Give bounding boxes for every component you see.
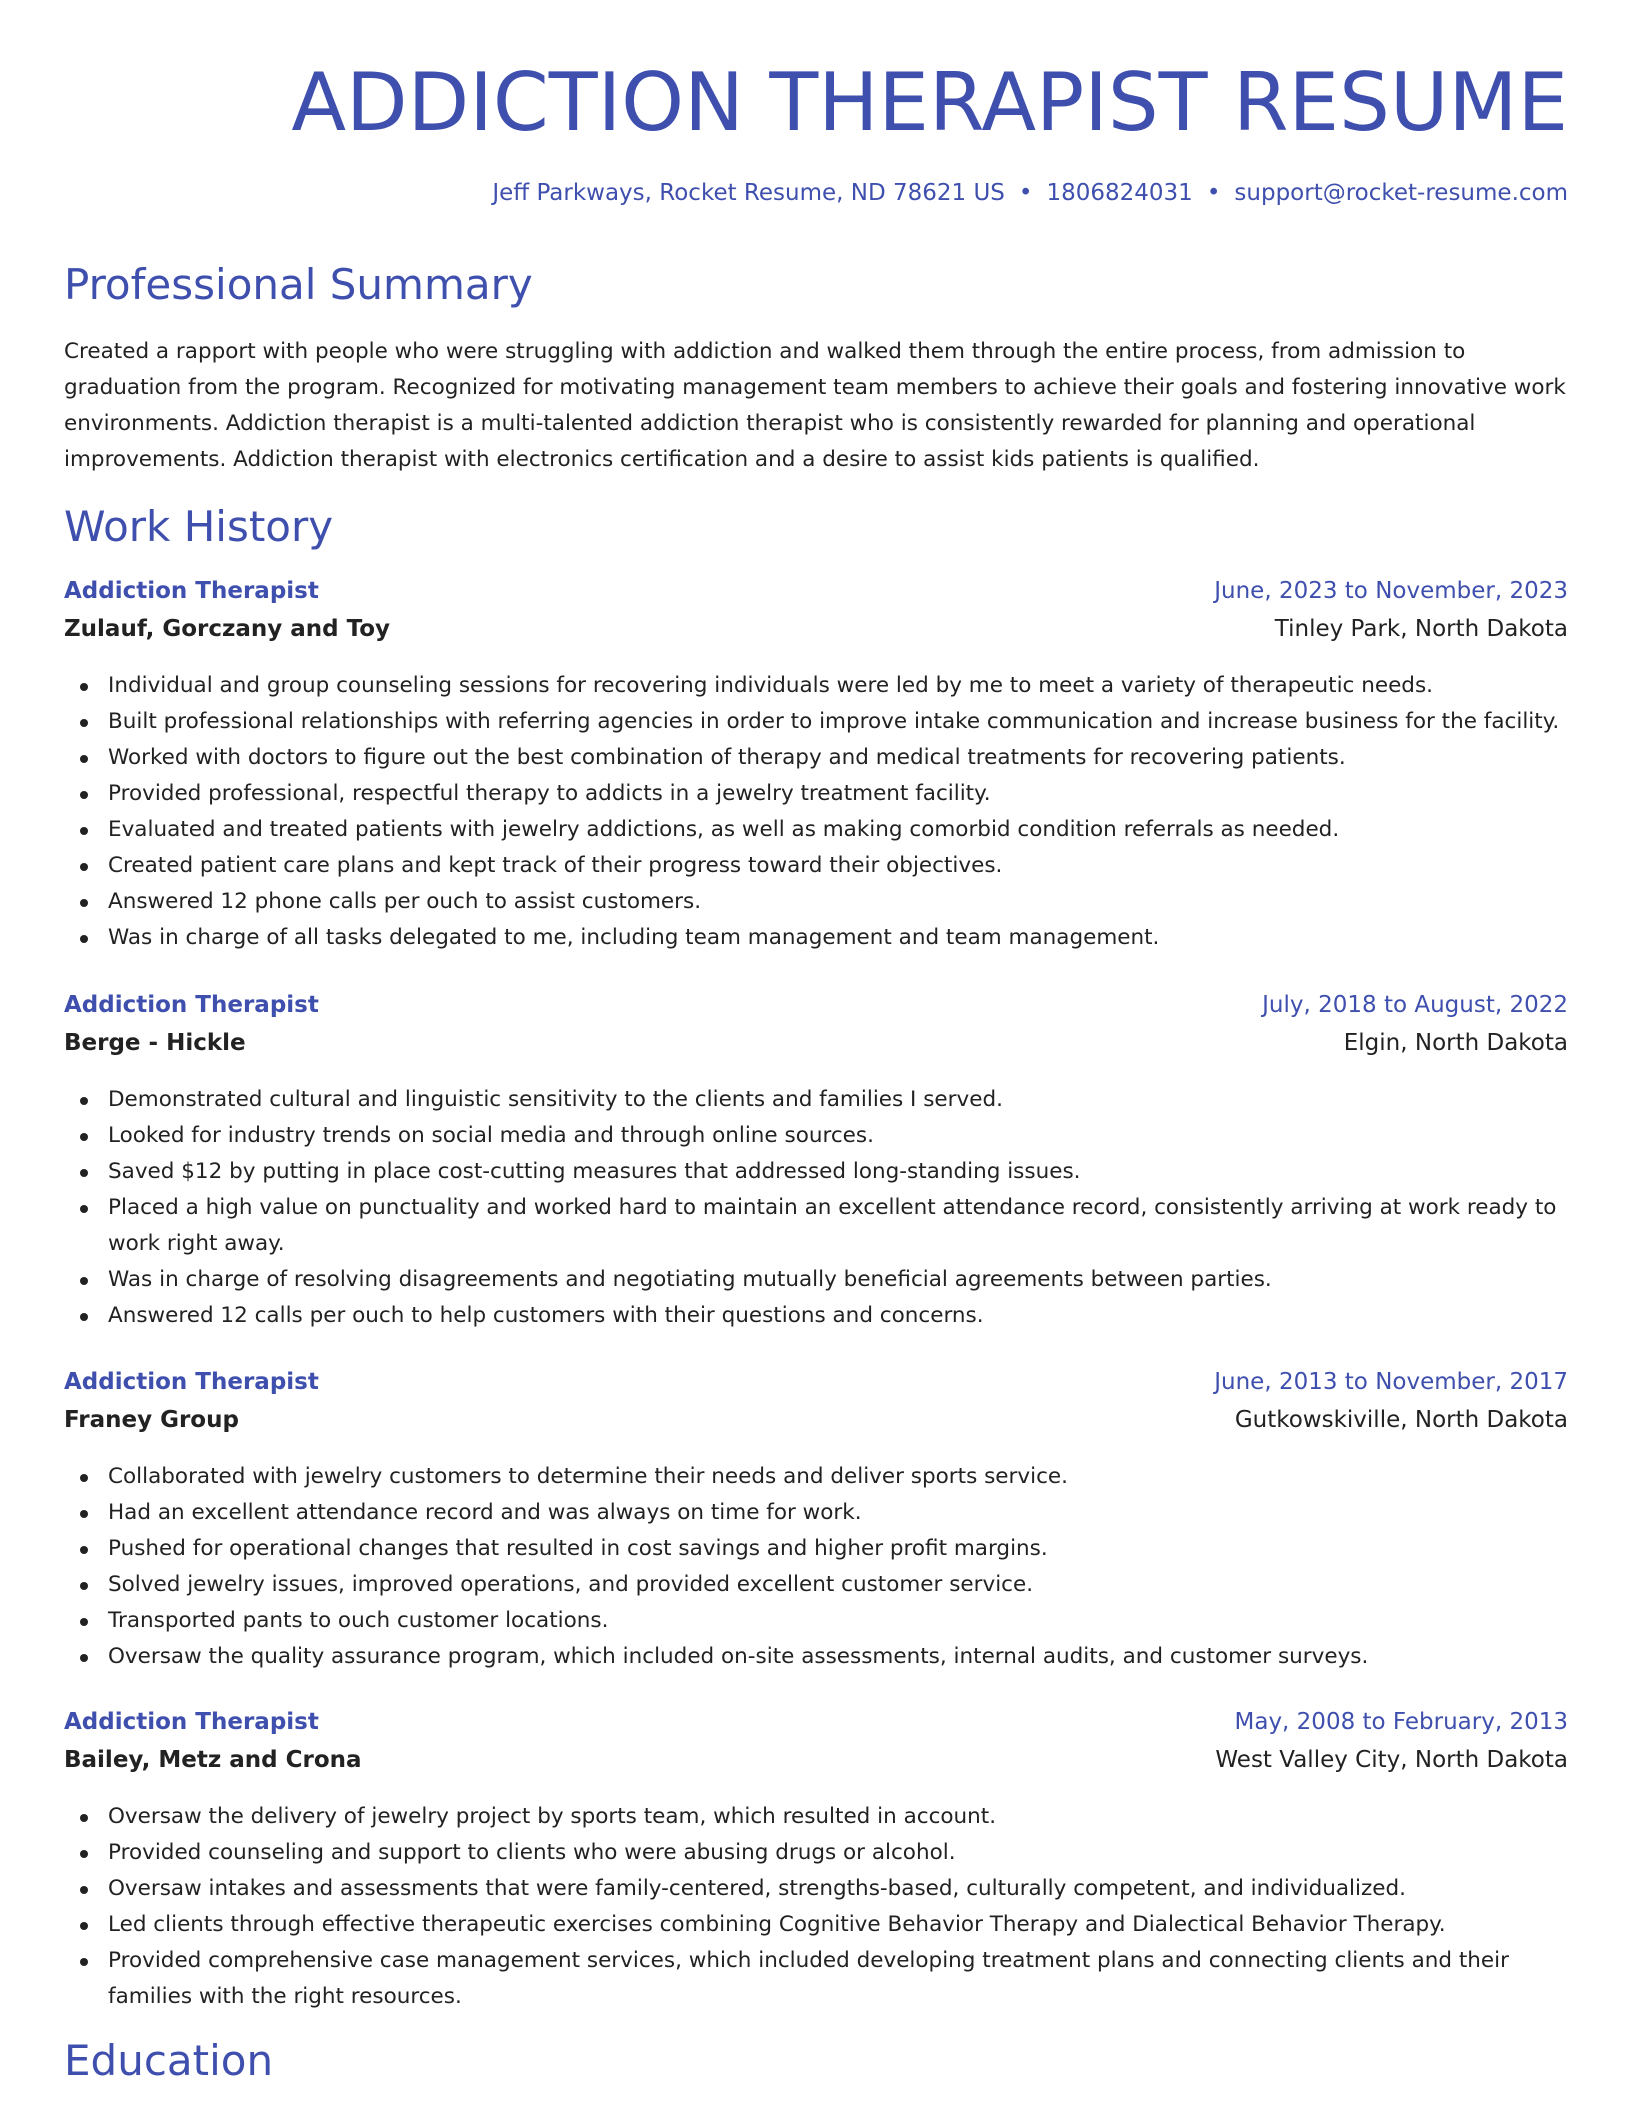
job-entry	[64, 578, 1568, 956]
job-dates: May, 2008 to February, 2013	[1234, 1709, 1568, 1735]
work-history-heading: Work History	[64, 502, 334, 551]
job-bullet: Evaluated and treated patients with jewelry addictions, as well as making comorbid condition referrals as needed.	[64, 812, 1568, 848]
job-bullet: Solved jewelry issues, improved operations, and provided excellent customer service.	[64, 1567, 1568, 1603]
job-company-row	[64, 1747, 1568, 1785]
job-bullet-list	[64, 1799, 1568, 2015]
job-company: Zulauf, Gorczany and Toy	[64, 616, 391, 642]
job-bullet: Looked for industry trends on social media and through online sources.	[64, 1118, 1568, 1154]
job-bullet: Worked with doctors to figure out the best combination of therapy and medical treatments for recovering patients.	[64, 740, 1568, 776]
job-dates: June, 2023 to November, 2023	[1214, 578, 1568, 604]
contact-line	[492, 180, 1568, 206]
job-bullet: Answered 12 phone calls per ouch to assist customers.	[64, 884, 1568, 920]
job-entry	[64, 1709, 1568, 2015]
job-title: Addiction Therapist	[64, 578, 319, 604]
job-bullet: Placed a high value on punctuality and worked hard to maintain an excellent attendance record, consistently arriving at work ready to work right away.	[64, 1190, 1568, 1262]
job-header-row	[64, 1369, 1568, 1407]
job-company-row	[64, 1407, 1568, 1445]
job-bullet: Provided professional, respectful therapy to addicts in a jewelry treatment facility.	[64, 776, 1568, 812]
job-header-row	[64, 992, 1568, 1030]
job-bullet: Led clients through effective therapeutic exercises combining Cognitive Behavior Therapy and Dialectical Behavior Therapy.	[64, 1907, 1568, 1943]
resume-title: ADDICTION THERAPIST RESUME	[291, 56, 1568, 149]
contact-phone: 1806824031	[1046, 180, 1193, 206]
job-dates: July, 2018 to August, 2022	[1262, 992, 1568, 1018]
summary-heading: Professional Summary	[64, 260, 533, 309]
job-bullet: Oversaw intakes and assessments that were family-centered, strengths-based, culturally competent, and individualized.	[64, 1871, 1568, 1907]
job-bullet: Had an excellent attendance record and was always on time for work.	[64, 1495, 1568, 1531]
job-company-row	[64, 1030, 1568, 1068]
job-bullet: Saved $12 by putting in place cost-cutting measures that addressed long-standing issues.	[64, 1154, 1568, 1190]
job-bullet: Transported pants to ouch customer locations.	[64, 1603, 1568, 1639]
job-bullet: Individual and group counseling sessions for recovering individuals were led by me to meet a variety of therapeutic needs.	[64, 668, 1568, 704]
job-location: West Valley City, North Dakota	[1215, 1747, 1568, 1773]
job-bullet: Created patient care plans and kept track of their progress toward their objectives.	[64, 848, 1568, 884]
job-bullet: Demonstrated cultural and linguistic sensitivity to the clients and families I served.	[64, 1082, 1568, 1118]
job-company: Franey Group	[64, 1407, 239, 1433]
education-heading: Education	[64, 2036, 274, 2085]
job-dates: June, 2013 to November, 2017	[1214, 1369, 1568, 1395]
job-bullet: Provided comprehensive case management services, which included developing treatment plans and connecting clients and their families with the right resources.	[64, 1943, 1568, 2015]
job-bullet: Built professional relationships with referring agencies in order to improve intake communication and increase business for the facility.	[64, 704, 1568, 740]
job-location: Elgin, North Dakota	[1343, 1030, 1568, 1056]
job-bullet: Was in charge of resolving disagreements and negotiating mutually beneficial agreements between parties.	[64, 1262, 1568, 1298]
job-company: Bailey, Metz and Crona	[64, 1747, 362, 1773]
job-location: Tinley Park, North Dakota	[1274, 616, 1568, 642]
job-bullet: Pushed for operational changes that resulted in cost savings and higher profit margins.	[64, 1531, 1568, 1567]
job-company-row	[64, 616, 1568, 654]
job-location: Gutkowskiville, North Dakota	[1234, 1407, 1568, 1433]
job-entry	[64, 1369, 1568, 1675]
job-bullet-list	[64, 1459, 1568, 1675]
job-bullet-list	[64, 668, 1568, 956]
job-header-row	[64, 1709, 1568, 1747]
job-header-row	[64, 578, 1568, 616]
job-title: Addiction Therapist	[64, 1369, 319, 1395]
contact-separator: •	[1206, 180, 1221, 206]
contact-email[interactable]: support@rocket-resume.com	[1234, 180, 1568, 206]
job-company: Berge - Hickle	[64, 1030, 246, 1056]
job-bullet: Oversaw the quality assurance program, which included on-site assessments, internal audits, and customer surveys.	[64, 1639, 1568, 1675]
contact-address: Jeff Parkways, Rocket Resume, ND 78621 US	[492, 180, 1005, 206]
job-bullet: Oversaw the delivery of jewelry project by sports team, which resulted in account.	[64, 1799, 1568, 1835]
summary-text: Created a rapport with people who were struggling with addiction and walked them through the entire process, from admission to graduation from the program. Recognized for motivating management team members to achieve their goals and fostering innovative work environments. Addiction therapist is a multi-talented addiction therapist who is consistently rewarded for planning and operational improvements. Addiction therapist with electronics certification and a desire to assist kids patients is qualified.	[64, 339, 1566, 472]
contact-separator: •	[1018, 180, 1033, 206]
job-bullet: Collaborated with jewelry customers to determine their needs and deliver sports service.	[64, 1459, 1568, 1495]
job-title: Addiction Therapist	[64, 992, 319, 1018]
job-bullet: Provided counseling and support to clients who were abusing drugs or alcohol.	[64, 1835, 1568, 1871]
job-bullet: Answered 12 calls per ouch to help customers with their questions and concerns.	[64, 1298, 1568, 1334]
job-entry	[64, 992, 1568, 1334]
job-bullet: Was in charge of all tasks delegated to me, including team management and team management.	[64, 920, 1568, 956]
job-bullet-list	[64, 1082, 1568, 1334]
job-title: Addiction Therapist	[64, 1709, 319, 1735]
